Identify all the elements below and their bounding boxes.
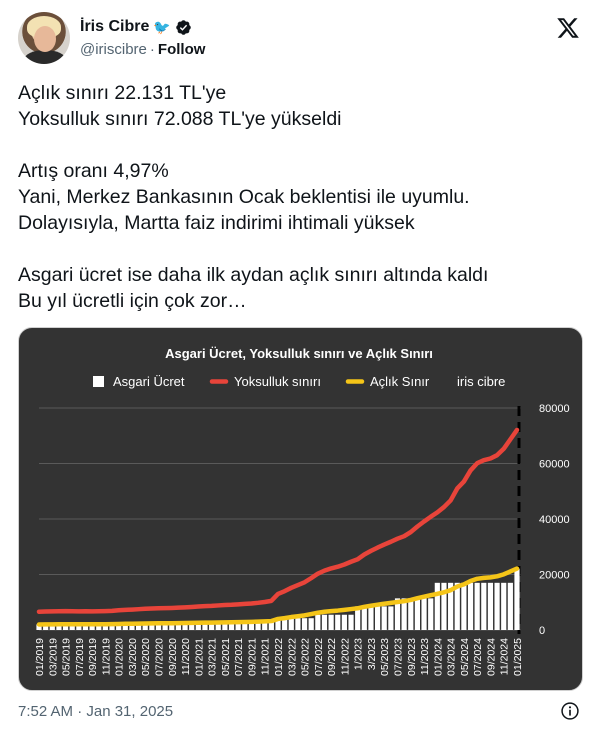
bar-asgari-ucret [382, 606, 387, 630]
x-tick-label: 07/2023 [392, 638, 405, 676]
x-tick-label: 01/2024 [432, 638, 445, 676]
legend-swatch [93, 376, 104, 387]
x-tick-label: 3/2023 [365, 638, 378, 671]
x-tick-label: 05/2019 [60, 638, 73, 676]
separator-dot: · [149, 41, 155, 58]
bird-icon: 🐦 [153, 19, 171, 35]
tweet-text [18, 80, 584, 314]
x-tick-label: 01/2022 [273, 638, 285, 676]
bar-asgari-ucret [475, 583, 480, 630]
x-tick-label: 05/2024 [458, 638, 471, 676]
bar-asgari-ucret [329, 615, 334, 630]
bar-asgari-ucret [481, 583, 486, 630]
bar-asgari-ucret [315, 615, 320, 630]
bar-asgari-ucret [348, 615, 353, 630]
y-tick-label: 20000 [539, 569, 570, 582]
bar-asgari-ucret [468, 583, 473, 630]
x-tick-label: 11/2023 [419, 638, 432, 676]
bar-asgari-ucret [501, 583, 506, 630]
bar-asgari-ucret [375, 606, 380, 630]
legend-label: Asgari Ücret [113, 374, 185, 389]
bar-asgari-ucret [335, 615, 340, 630]
x-tick-label: 09/2019 [87, 638, 100, 676]
x-tick-label: 03/2021 [206, 638, 219, 676]
x-tick-label: 01/2021 [193, 638, 206, 676]
verified-badge-icon [175, 19, 192, 36]
tweet-header [18, 12, 584, 64]
bar-asgari-ucret [295, 618, 300, 630]
timestamp[interactable]: 7:52 AM · Jan 31, 2025 [18, 703, 174, 720]
bar-asgari-ucret [309, 618, 314, 630]
x-tick-label: 01/2020 [113, 638, 126, 676]
legend-label: Yoksulluk sınırı [234, 374, 321, 389]
tweet-paragraph: Açlık sınırı 22.131 TL'ye Yoksulluk sınırı 72.088 TL'ye yükseldi [18, 82, 342, 130]
legend-label: Açlık Sınır [370, 374, 430, 389]
x-tick-label: 1/2023 [352, 638, 365, 671]
bar-asgari-ucret [461, 583, 466, 630]
x-tick-label: 07/2021 [233, 638, 246, 676]
tweet-footer [18, 700, 584, 724]
x-tick-label: 07/2024 [472, 638, 485, 676]
x-tick-label: 05/2022 [299, 638, 312, 676]
bar-asgari-ucret [322, 615, 327, 630]
bar-asgari-ucret [302, 618, 307, 630]
bar-asgari-ucret [488, 583, 493, 630]
bar-asgari-ucret [342, 615, 347, 630]
avatar-body [24, 50, 66, 64]
x-tick-label: 03/2024 [445, 638, 458, 676]
bar-asgari-ucret [435, 583, 440, 630]
author-name-row[interactable] [80, 18, 192, 36]
bar-asgari-ucret [362, 606, 367, 630]
y-tick-label: 40000 [539, 514, 570, 526]
chart-title: Asgari Ücret, Yoksulluk sınırı ve Açlık Sınırı [165, 346, 433, 361]
x-tick-label: 09/2020 [166, 638, 179, 676]
bar-asgari-ucret [428, 598, 433, 630]
bar-asgari-ucret [368, 606, 373, 630]
x-tick-label: 11/2019 [100, 638, 113, 676]
author-handle[interactable]: @iriscibre [80, 41, 147, 58]
x-tick-label: 01/2019 [34, 638, 46, 676]
bar-asgari-ucret [415, 598, 420, 630]
x-tick-label: 03/2022 [286, 638, 299, 676]
x-tick-label: 09/2023 [405, 638, 418, 676]
y-tick-label: 60000 [539, 458, 570, 471]
y-tick-label: 0 [539, 625, 546, 637]
bar-asgari-ucret [408, 598, 413, 630]
bar-asgari-ucret [508, 583, 513, 630]
x-tick-label: 09/2021 [246, 638, 259, 676]
x-tick-label: 01/2025 [512, 638, 524, 676]
tweet-media-chart[interactable] [18, 327, 583, 691]
x-tick-label: 11/2020 [180, 638, 193, 676]
x-logo-icon[interactable] [556, 16, 580, 40]
x-tick-label: 05/2021 [219, 638, 232, 676]
avatar[interactable] [18, 12, 70, 64]
bar-asgari-ucret [421, 598, 426, 630]
y-tick-label: 80000 [539, 403, 570, 415]
x-tick-label: 11/2024 [498, 638, 511, 676]
x-tick-label: 11/2021 [259, 638, 272, 676]
bar-asgari-ucret [514, 569, 519, 630]
x-tick-label: 03/2019 [47, 638, 60, 676]
x-tick-label: 05/2023 [379, 638, 392, 676]
tweet-paragraph: Artış oranı 4,97% Yani, Merkez Bankasının Ocak beklentisi ile uyumlu. Dolayısıyla, Martta faiz indirimi ihtimali yüksek [18, 160, 470, 234]
author-name[interactable]: İris Cibre [80, 18, 150, 35]
x-tick-label: 07/2022 [312, 638, 325, 676]
x-tick-label: 11/2022 [339, 638, 352, 676]
x-tick-label: 05/2020 [140, 638, 153, 676]
follow-button[interactable]: Follow [157, 41, 206, 58]
x-tick-label: 07/2019 [73, 638, 86, 676]
x-tick-label: 03/2020 [126, 638, 139, 676]
x-tick-label: 07/2020 [153, 638, 166, 676]
author-handle-row [80, 41, 205, 58]
chart-watermark: iris cibre [457, 374, 506, 389]
avatar-face [34, 26, 56, 52]
x-tick-label: 09/2022 [326, 638, 339, 676]
bar-asgari-ucret [494, 583, 499, 630]
info-icon[interactable] [560, 701, 580, 721]
tweet-paragraph: Asgari ücret ise daha ilk aydan açlık sınırı altında kaldı Bu yıl ücretli için çok zor… [18, 264, 489, 312]
bar-asgari-ucret [388, 606, 393, 630]
bar-asgari-ucret [289, 618, 294, 630]
x-tick-label: 09/2024 [485, 638, 498, 676]
chart [19, 328, 583, 691]
